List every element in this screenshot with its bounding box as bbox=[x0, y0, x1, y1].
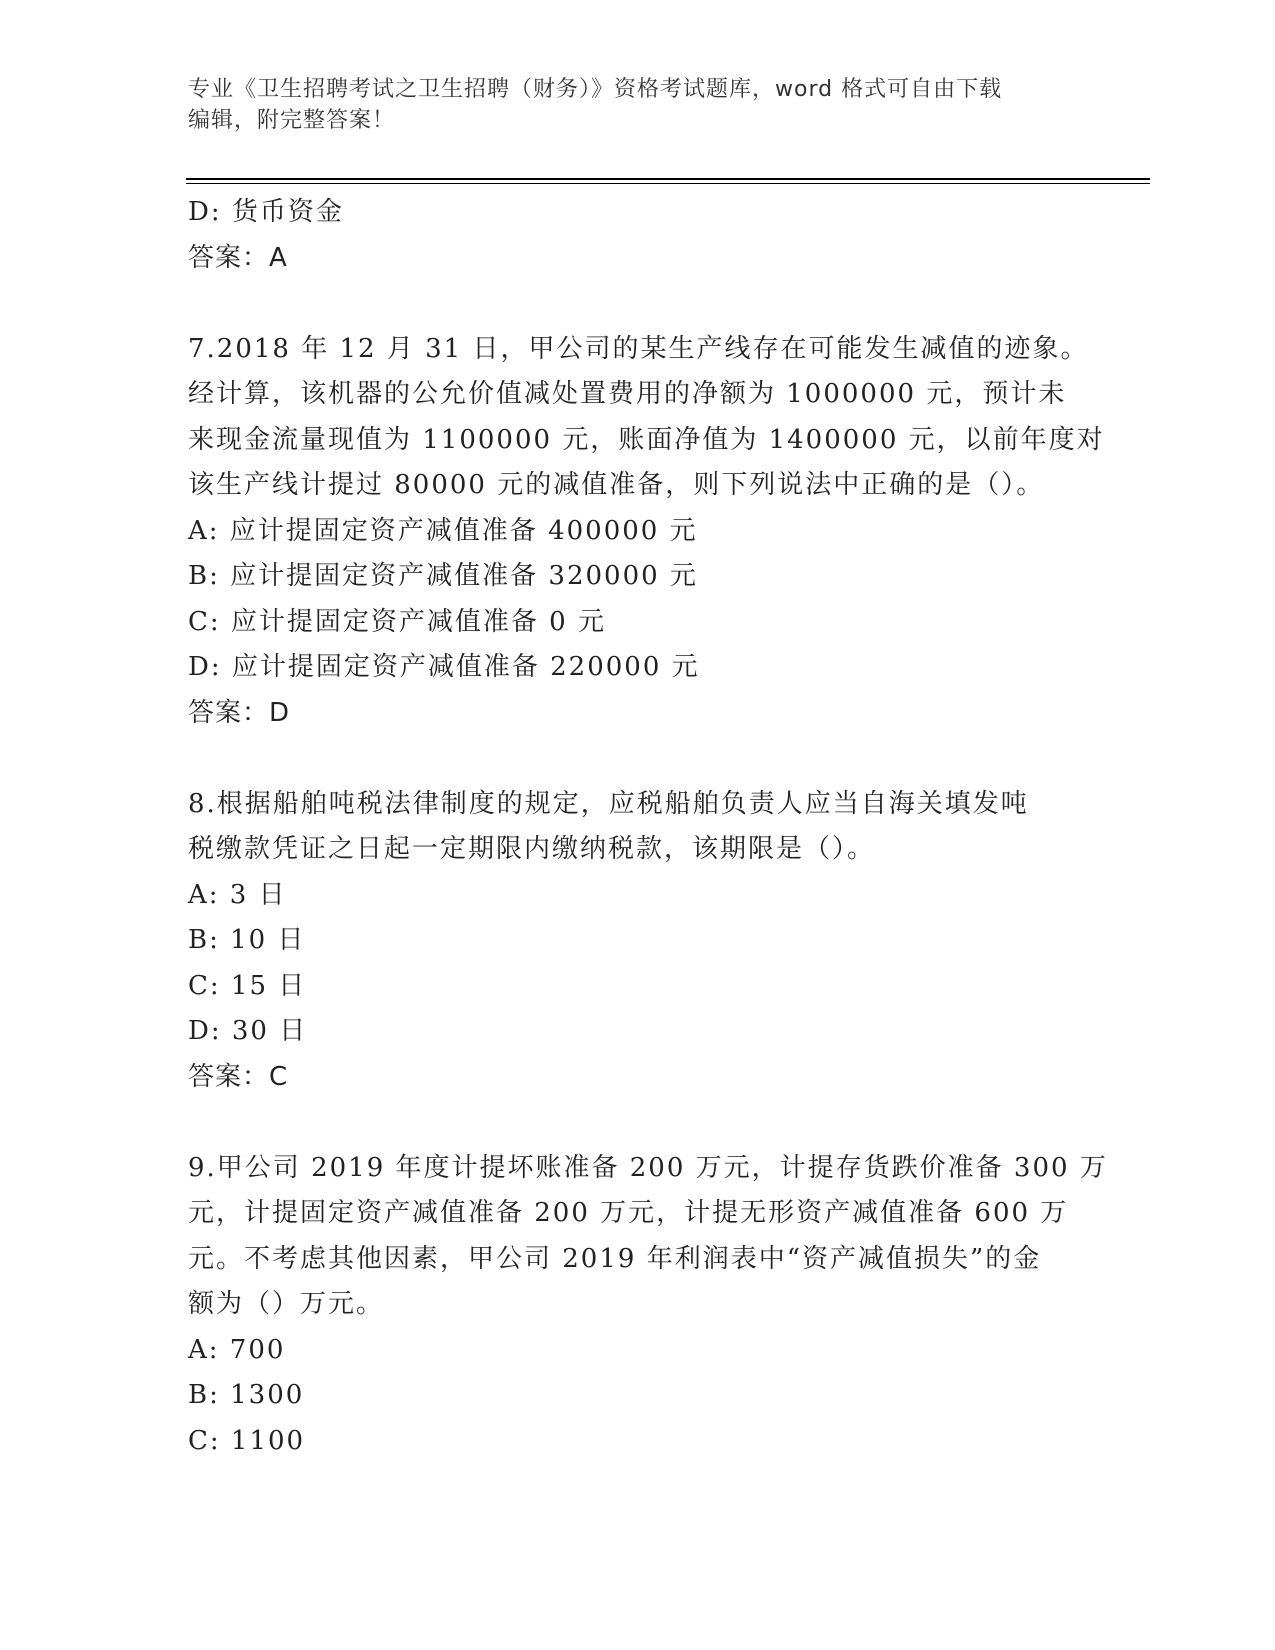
header-line-2: 编辑，附完整答案！ bbox=[188, 108, 396, 133]
question-line: D: 应计提固定资产减值准备 220000 元 bbox=[188, 652, 700, 682]
header-line-1: 专业《卫生招聘考试之卫生招聘（财务）》资格考试题库，word 格式可自由下载 bbox=[188, 77, 1003, 102]
answer-line: 答案：C bbox=[188, 1061, 289, 1092]
question-line: D: 货币资金 bbox=[188, 197, 344, 227]
question-line: B: 应计提固定资产减值准备 320000 元 bbox=[188, 561, 698, 591]
header-rule-thin bbox=[186, 183, 1150, 184]
question-line: A: 3 日 bbox=[188, 879, 287, 910]
block-gap bbox=[188, 1100, 1088, 1146]
question-line: A: 700 bbox=[188, 1334, 286, 1365]
answer-line: 答案：A bbox=[188, 242, 288, 273]
block-gap bbox=[188, 736, 1088, 782]
question-line: 该生产线计提过 80000 元的减值准备，则下列说法中正确的是（）。 bbox=[188, 470, 1045, 500]
question-block bbox=[188, 190, 1088, 281]
question-line: A: 应计提固定资产减值准备 400000 元 bbox=[188, 515, 698, 546]
question-line: 9.甲公司 2019 年度计提坏账准备 200 万元，计提存货跌价准备 300 万 bbox=[188, 1152, 1108, 1183]
question-line: 来现金流量现值为 1100000 元，账面净值为 1400000 元，以前年度对 bbox=[188, 424, 1105, 455]
question-block bbox=[188, 782, 1088, 1101]
block-gap bbox=[188, 281, 1088, 327]
question-block bbox=[188, 1146, 1108, 1465]
question-line: 8.根据船舶吨税法律制度的规定，应税船舶负责人应当自海关填发吨 bbox=[188, 788, 1029, 819]
question-list bbox=[188, 190, 1108, 1464]
question-line: 7.2018 年 12 月 31 日，甲公司的某生产线存在可能发生减值的迹象。 bbox=[188, 333, 1089, 364]
question-line: 元。不考虑其他因素，甲公司 2019 年利润表中“资产减值损失”的金 bbox=[188, 1243, 1042, 1274]
question-line: D: 30 日 bbox=[188, 1016, 308, 1046]
question-line: 经计算，该机器的公允价值减处置费用的净额为 1000000 元，预计未 bbox=[188, 379, 1067, 409]
question-line: C: 应计提固定资产减值准备 0 元 bbox=[188, 606, 606, 637]
answer-line: 答案：D bbox=[188, 697, 291, 728]
document-header bbox=[188, 74, 1068, 136]
question-line: 税缴款凭证之日起一定期限内缴纳税款，该期限是（）。 bbox=[188, 834, 876, 864]
question-line: B: 10 日 bbox=[188, 925, 306, 955]
question-line: C: 15 日 bbox=[188, 970, 307, 1001]
question-line: C: 1100 bbox=[188, 1425, 306, 1456]
question-line: 元，计提固定资产减值准备 200 万元，计提无形资产减值准备 600 万 bbox=[188, 1198, 1069, 1228]
question-block bbox=[188, 327, 1105, 737]
question-line: B: 1300 bbox=[188, 1380, 305, 1410]
header-rule-thick bbox=[186, 178, 1150, 180]
question-line: 额为（）万元。 bbox=[188, 1289, 385, 1319]
